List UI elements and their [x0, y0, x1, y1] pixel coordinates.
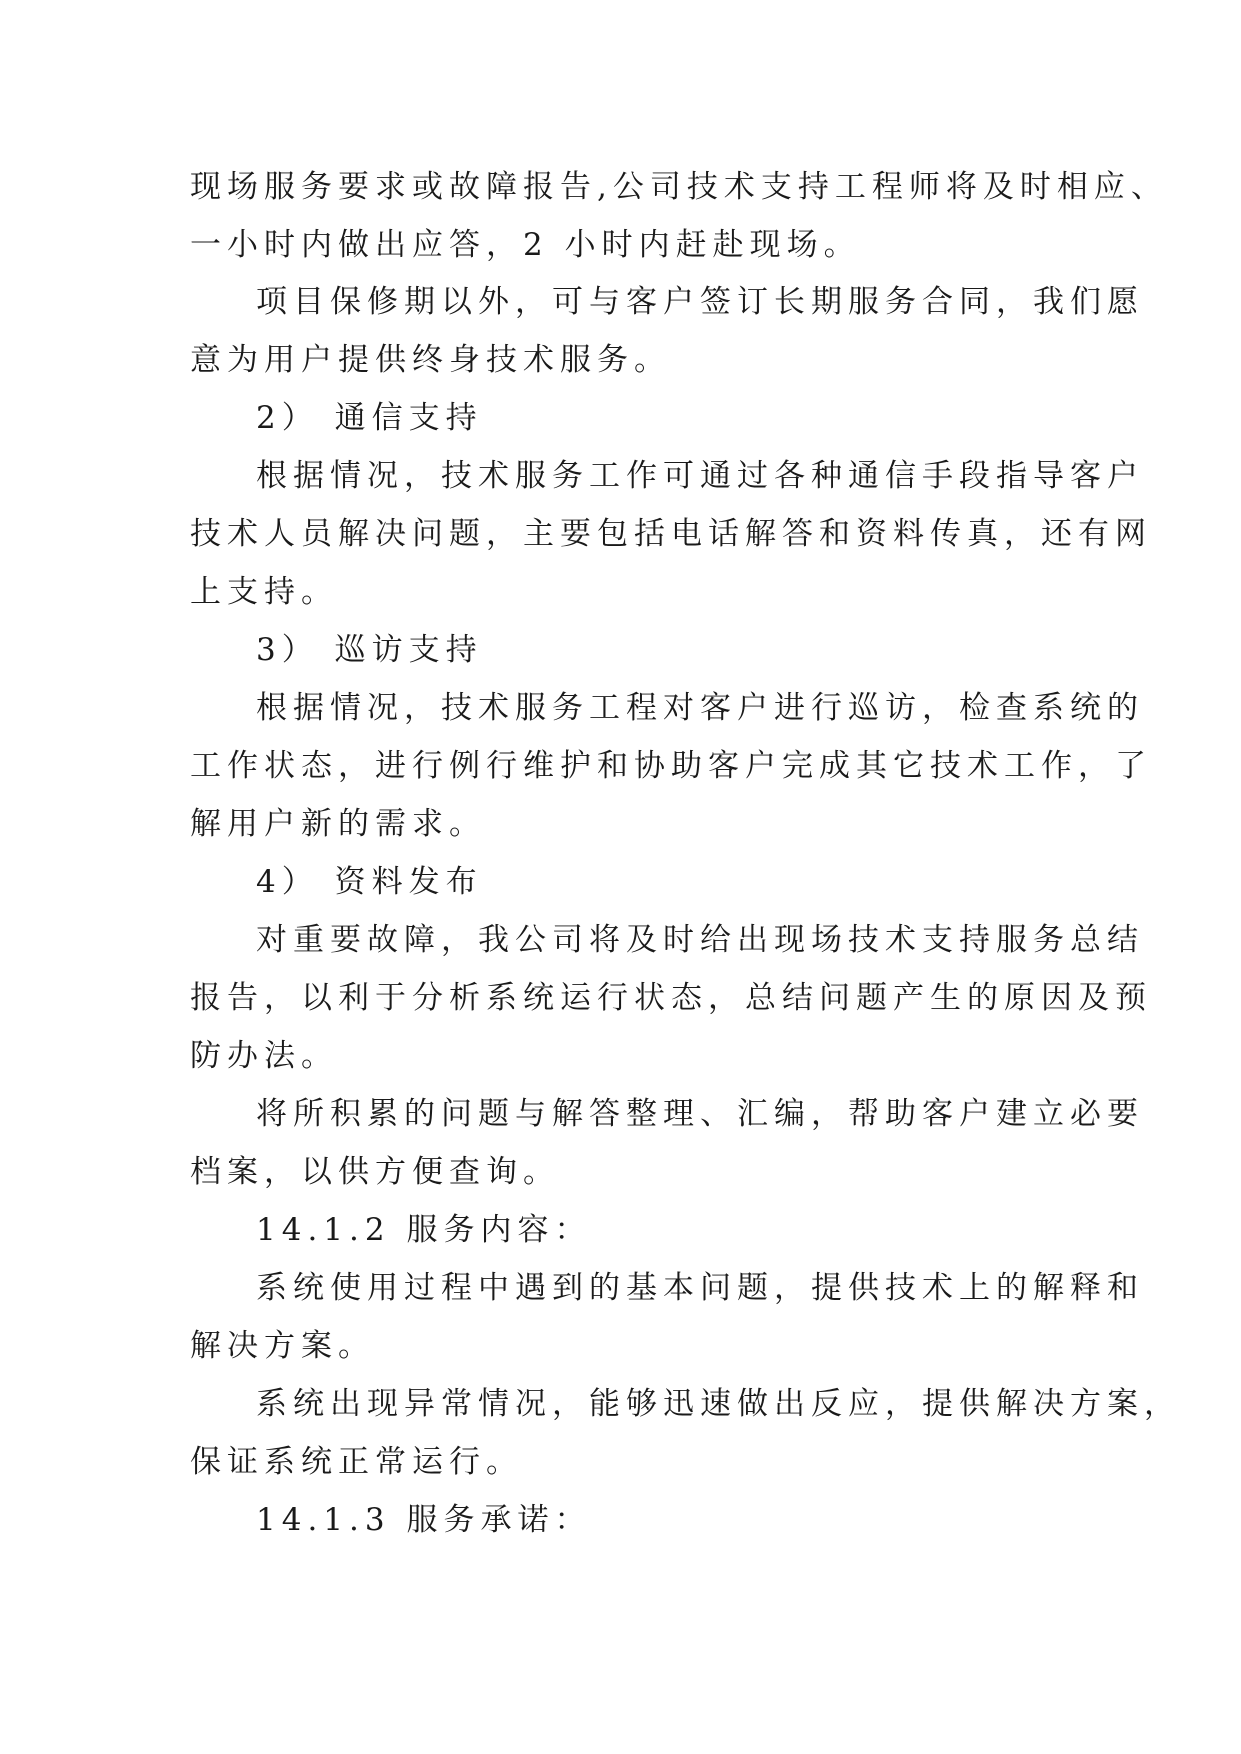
section-heading-service-content: 14.1.2 服务内容： [256, 1212, 592, 1248]
section-heading-document-release: 4） 资料发布 [256, 864, 483, 900]
body-text-line: 解用户新的需求。 [190, 806, 486, 842]
body-text-line: 一小时内做出应答，2 小时内赶赴现场。 [190, 227, 861, 263]
body-text-line: 意为用户提供终身技术服务。 [190, 342, 671, 378]
body-text-line: 现场服务要求或故障报告,公司技术支持工程师将及时相应、 [190, 169, 1168, 205]
body-text-line: 上支持。 [190, 574, 338, 610]
paragraph-start-line: 系统使用过程中遇到的基本问题，提供技术上的解释和 [256, 1270, 1144, 1306]
body-text-line: 解决方案。 [190, 1328, 375, 1364]
section-heading-communication-support: 2） 通信支持 [256, 400, 483, 436]
body-text-line: 防办法。 [190, 1038, 338, 1074]
body-text-line: 档案，以供方便查询。 [190, 1154, 560, 1190]
paragraph-start-line: 对重要故障，我公司将及时给出现场技术支持服务总结 [256, 922, 1144, 958]
body-text-line: 报告，以利于分析系统运行状态，总结问题产生的原因及预 [190, 980, 1152, 1016]
body-text-line: 工作状态，进行例行维护和协助客户完成其它技术工作，了 [190, 748, 1152, 784]
body-text-line: 保证系统正常运行。 [190, 1444, 523, 1480]
section-heading-service-commitment: 14.1.3 服务承诺： [256, 1502, 592, 1538]
paragraph-start-line: 根据情况，技术服务工作可通过各种通信手段指导客户 [256, 458, 1144, 494]
paragraph-start-line: 将所积累的问题与解答整理、汇编，帮助客户建立必要 [256, 1096, 1144, 1132]
section-heading-visit-support: 3） 巡访支持 [256, 632, 483, 668]
paragraph-start-line: 项目保修期以外，可与客户签订长期服务合同，我们愿 [256, 284, 1144, 320]
paragraph-start-line: 根据情况，技术服务工程对客户进行巡访，检查系统的 [256, 690, 1144, 726]
paragraph-start-line: 系统出现异常情况，能够迅速做出反应，提供解决方案， [256, 1386, 1181, 1422]
body-text-line: 技术人员解决问题，主要包括电话解答和资料传真，还有网 [190, 516, 1152, 552]
